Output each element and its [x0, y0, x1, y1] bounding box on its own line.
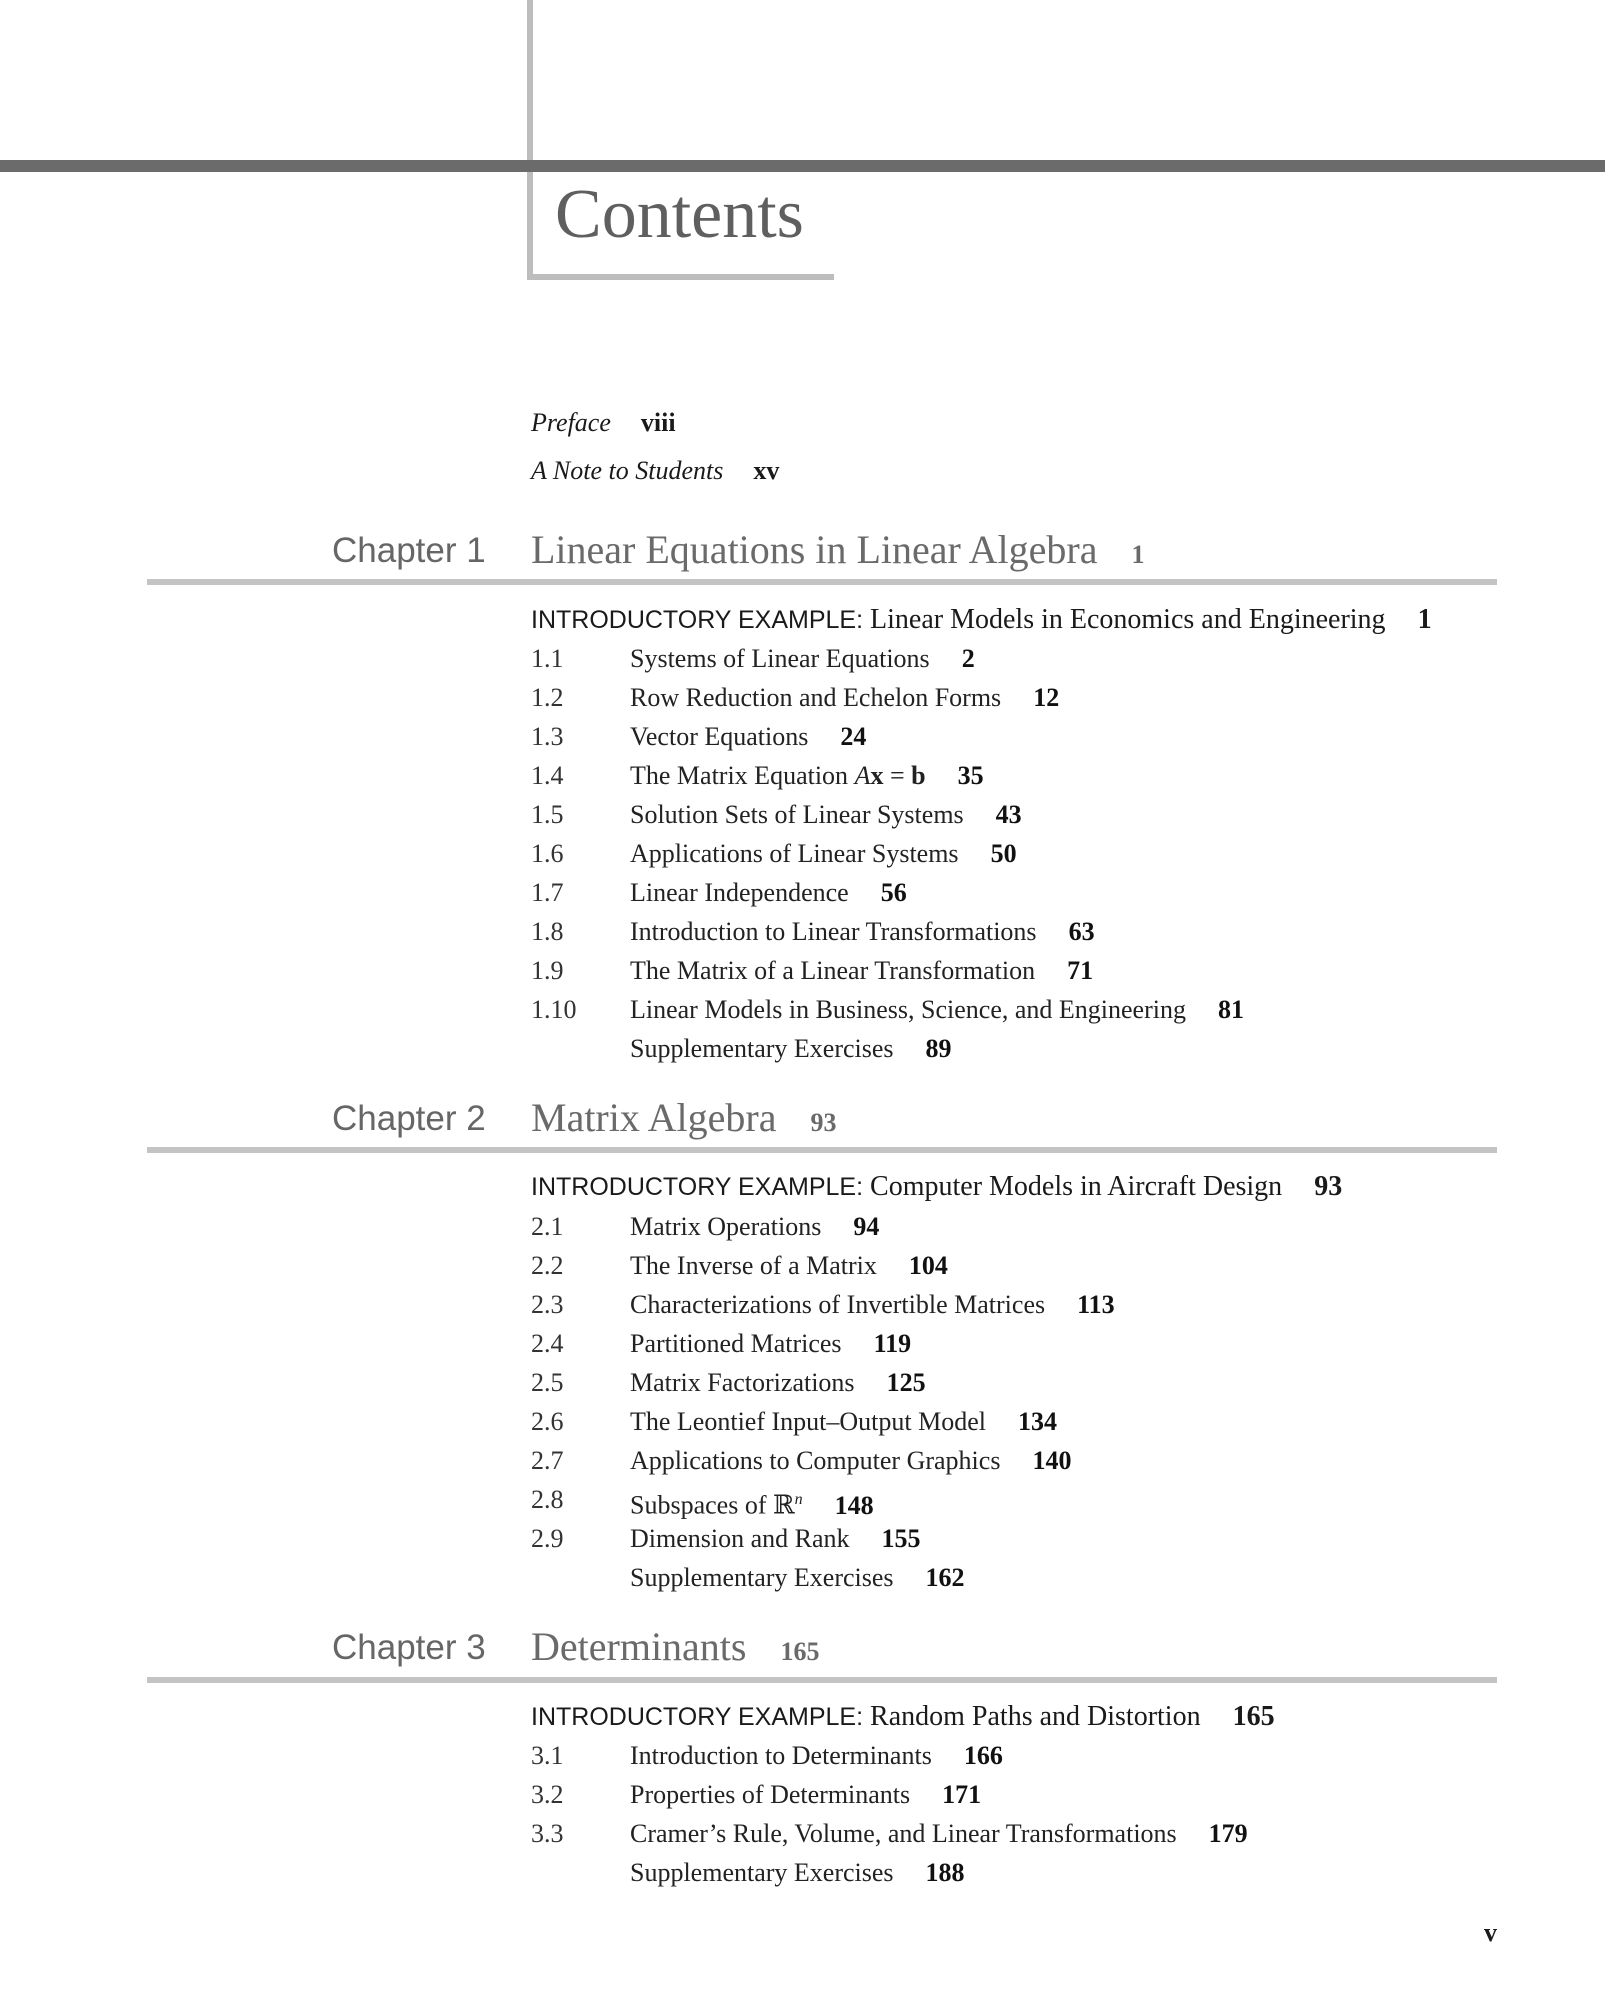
section-title: Applications to Computer Graphics — [630, 1446, 1001, 1475]
section-title: Matrix Factorizations — [630, 1368, 855, 1397]
chapter-title: Linear Equations in Linear Algebra — [531, 527, 1098, 572]
math-x: x — [870, 761, 884, 790]
section-page: 71 — [1067, 956, 1094, 985]
math-superscript: n — [794, 1491, 803, 1508]
section-page: 179 — [1208, 1819, 1248, 1848]
chapter-2-rule — [147, 1147, 1497, 1153]
section-page: 56 — [880, 878, 907, 907]
toc-entry-1-8[interactable] — [630, 916, 1095, 948]
section-page: 140 — [1032, 1446, 1072, 1475]
section-title: Properties of Determinants — [630, 1780, 911, 1809]
section-title: Supplementary Exercises — [630, 1034, 894, 1063]
section-page: 119 — [873, 1329, 912, 1358]
section-title: Introduction to Linear Transformations — [630, 917, 1037, 946]
section-page: 43 — [995, 800, 1022, 829]
toc-entry-2-5[interactable] — [630, 1367, 926, 1399]
section-title-prefix: The Matrix Equation — [630, 761, 855, 790]
intro-label: INTRODUCTORY EXAMPLE: — [531, 1173, 864, 1201]
section-title: Introduction to Determinants — [630, 1741, 932, 1770]
intro-title: Linear Models in Economics and Engineering — [870, 604, 1386, 635]
entry-page: xv — [753, 456, 780, 485]
section-title: Supplementary Exercises — [630, 1563, 894, 1592]
chapter-1-rule — [147, 579, 1497, 585]
section-page: 24 — [840, 722, 867, 751]
toc-entry-1-10[interactable] — [630, 994, 1244, 1026]
intro-label: INTRODUCTORY EXAMPLE: — [531, 606, 864, 634]
section-number: 1.6 — [531, 839, 564, 868]
toc-entry-2-1[interactable] — [630, 1211, 879, 1243]
toc-entry-1-7[interactable] — [630, 877, 907, 909]
section-title: Cramer’s Rule, Volume, and Linear Transformations — [630, 1819, 1177, 1848]
section-number: 2.3 — [531, 1290, 564, 1319]
section-number: 2.8 — [531, 1485, 564, 1514]
chapter-3-rule — [147, 1677, 1497, 1683]
chapter-1-intro-example[interactable] — [531, 603, 1432, 637]
section-number: 2.2 — [531, 1251, 564, 1280]
section-page: 188 — [925, 1858, 965, 1887]
section-number: 1.5 — [531, 800, 564, 829]
section-title: Applications of Linear Systems — [630, 839, 959, 868]
section-title: Linear Models in Business, Science, and Engineering — [630, 995, 1186, 1024]
section-title: The Matrix of a Linear Transformation — [630, 956, 1036, 985]
section-title: The Inverse of a Matrix — [630, 1251, 877, 1280]
toc-entry-1-4[interactable] — [630, 760, 984, 792]
toc-entry-2-8[interactable] — [630, 1484, 874, 1522]
page-folio: v — [1484, 1918, 1497, 1947]
section-page: 35 — [957, 761, 984, 790]
math-b: b — [911, 761, 926, 790]
section-page: 2 — [961, 644, 975, 673]
math-A: A — [854, 761, 871, 790]
toc-entry-1-5[interactable] — [630, 799, 1022, 831]
chapter-page: 93 — [810, 1108, 837, 1137]
intro-page: 93 — [1314, 1171, 1343, 1202]
section-title: The Leontief Input–Output Model — [630, 1407, 986, 1436]
section-title: Vector Equations — [630, 722, 809, 751]
section-page: 104 — [908, 1251, 948, 1280]
section-page: 89 — [925, 1034, 952, 1063]
entry-page: viii — [640, 408, 676, 437]
section-page: 113 — [1077, 1290, 1115, 1319]
section-title: Linear Independence — [630, 878, 849, 907]
section-number: 2.5 — [531, 1368, 564, 1397]
page-title: Contents — [555, 176, 804, 253]
section-title-prefix: Subspaces of — [630, 1490, 773, 1520]
toc-entry-preface[interactable] — [531, 407, 676, 439]
chapter-1-heading[interactable] — [531, 528, 1144, 577]
section-number: 1.4 — [531, 761, 564, 790]
section-title: Dimension and Rank — [630, 1524, 850, 1553]
section-page: 162 — [925, 1563, 965, 1592]
toc-entry-1-supplementary[interactable] — [630, 1033, 952, 1065]
section-page: 94 — [853, 1212, 880, 1241]
section-title: Characterizations of Invertible Matrices — [630, 1290, 1046, 1319]
section-number: 2.6 — [531, 1407, 564, 1436]
section-number: 1.9 — [531, 956, 564, 985]
section-number: 3.2 — [531, 1780, 564, 1809]
toc-entry-3-supplementary[interactable] — [630, 1857, 965, 1889]
section-page: 171 — [942, 1780, 982, 1809]
section-number: 1.3 — [531, 722, 564, 751]
toc-entry-note-to-students[interactable] — [531, 455, 779, 487]
toc-entry-2-2[interactable] — [630, 1250, 948, 1282]
toc-entry-2-7[interactable] — [630, 1445, 1071, 1477]
section-page: 134 — [1017, 1407, 1057, 1436]
toc-entry-1-2[interactable] — [630, 682, 1059, 714]
entry-title: Preface — [531, 408, 611, 437]
entry-title: A Note to Students — [531, 456, 724, 485]
section-title: Row Reduction and Echelon Forms — [630, 683, 1002, 712]
chapter-page: 165 — [780, 1637, 820, 1666]
chapter-2-intro-example[interactable] — [531, 1170, 1342, 1204]
chapter-1-label: Chapter 1 — [332, 531, 486, 570]
chapter-title: Matrix Algebra — [531, 1095, 777, 1140]
section-page: 50 — [990, 839, 1017, 868]
section-number: 2.4 — [531, 1329, 564, 1358]
section-page: 166 — [963, 1741, 1003, 1770]
toc-entry-2-4[interactable] — [630, 1328, 911, 1360]
toc-entry-2-6[interactable] — [630, 1406, 1057, 1438]
section-number: 2.9 — [531, 1524, 564, 1553]
section-title: Systems of Linear Equations — [630, 644, 930, 673]
section-number: 3.1 — [531, 1741, 564, 1770]
section-number: 1.2 — [531, 683, 564, 712]
section-number: 1.1 — [531, 644, 564, 673]
intro-label: INTRODUCTORY EXAMPLE: — [531, 1703, 864, 1731]
section-page: 148 — [834, 1490, 874, 1520]
toc-entry-1-6[interactable] — [630, 838, 1017, 870]
chapter-3-heading[interactable] — [531, 1625, 820, 1674]
section-page: 12 — [1033, 683, 1060, 712]
chapter-page: 1 — [1131, 540, 1145, 569]
section-number: 2.1 — [531, 1212, 564, 1241]
section-title: Supplementary Exercises — [630, 1858, 894, 1887]
toc-entry-1-3[interactable] — [630, 721, 866, 753]
top-bar-rule — [0, 160, 1605, 172]
section-number: 1.10 — [531, 995, 577, 1024]
section-page: 155 — [881, 1524, 921, 1553]
section-title: Solution Sets of Linear Systems — [630, 800, 964, 829]
intro-title: Random Paths and Distortion — [870, 1701, 1201, 1732]
intro-page: 165 — [1232, 1701, 1275, 1732]
toc-entry-2-9[interactable] — [630, 1523, 921, 1555]
chapter-3-label: Chapter 3 — [332, 1628, 486, 1667]
math-equals: = — [883, 761, 912, 790]
section-page: 81 — [1217, 995, 1244, 1024]
vertical-rule — [527, 0, 533, 280]
section-number: 3.3 — [531, 1819, 564, 1848]
toc-entry-3-3[interactable] — [630, 1818, 1248, 1850]
toc-entry-3-1[interactable] — [630, 1740, 1003, 1772]
section-title: Partitioned Matrices — [630, 1329, 842, 1358]
intro-page: 1 — [1417, 604, 1432, 635]
chapter-2-label: Chapter 2 — [332, 1099, 486, 1138]
toc-entry-2-supplementary[interactable] — [630, 1562, 965, 1594]
section-title: Matrix Operations — [630, 1212, 822, 1241]
section-page: 125 — [886, 1368, 926, 1397]
title-underline — [527, 274, 834, 280]
toc-entry-2-3[interactable] — [630, 1289, 1115, 1321]
math-R: ℝ — [772, 1490, 795, 1520]
toc-entry-1-9[interactable] — [630, 955, 1093, 987]
intro-title: Computer Models in Aircraft Design — [870, 1171, 1283, 1202]
chapter-3-intro-example[interactable] — [531, 1700, 1275, 1734]
section-number: 2.7 — [531, 1446, 564, 1475]
toc-entry-1-1[interactable] — [630, 643, 975, 675]
chapter-title: Determinants — [531, 1624, 747, 1669]
toc-entry-3-2[interactable] — [630, 1779, 981, 1811]
section-number: 1.7 — [531, 878, 564, 907]
chapter-2-heading[interactable] — [531, 1096, 837, 1145]
section-page: 63 — [1068, 917, 1095, 946]
section-number: 1.8 — [531, 917, 564, 946]
